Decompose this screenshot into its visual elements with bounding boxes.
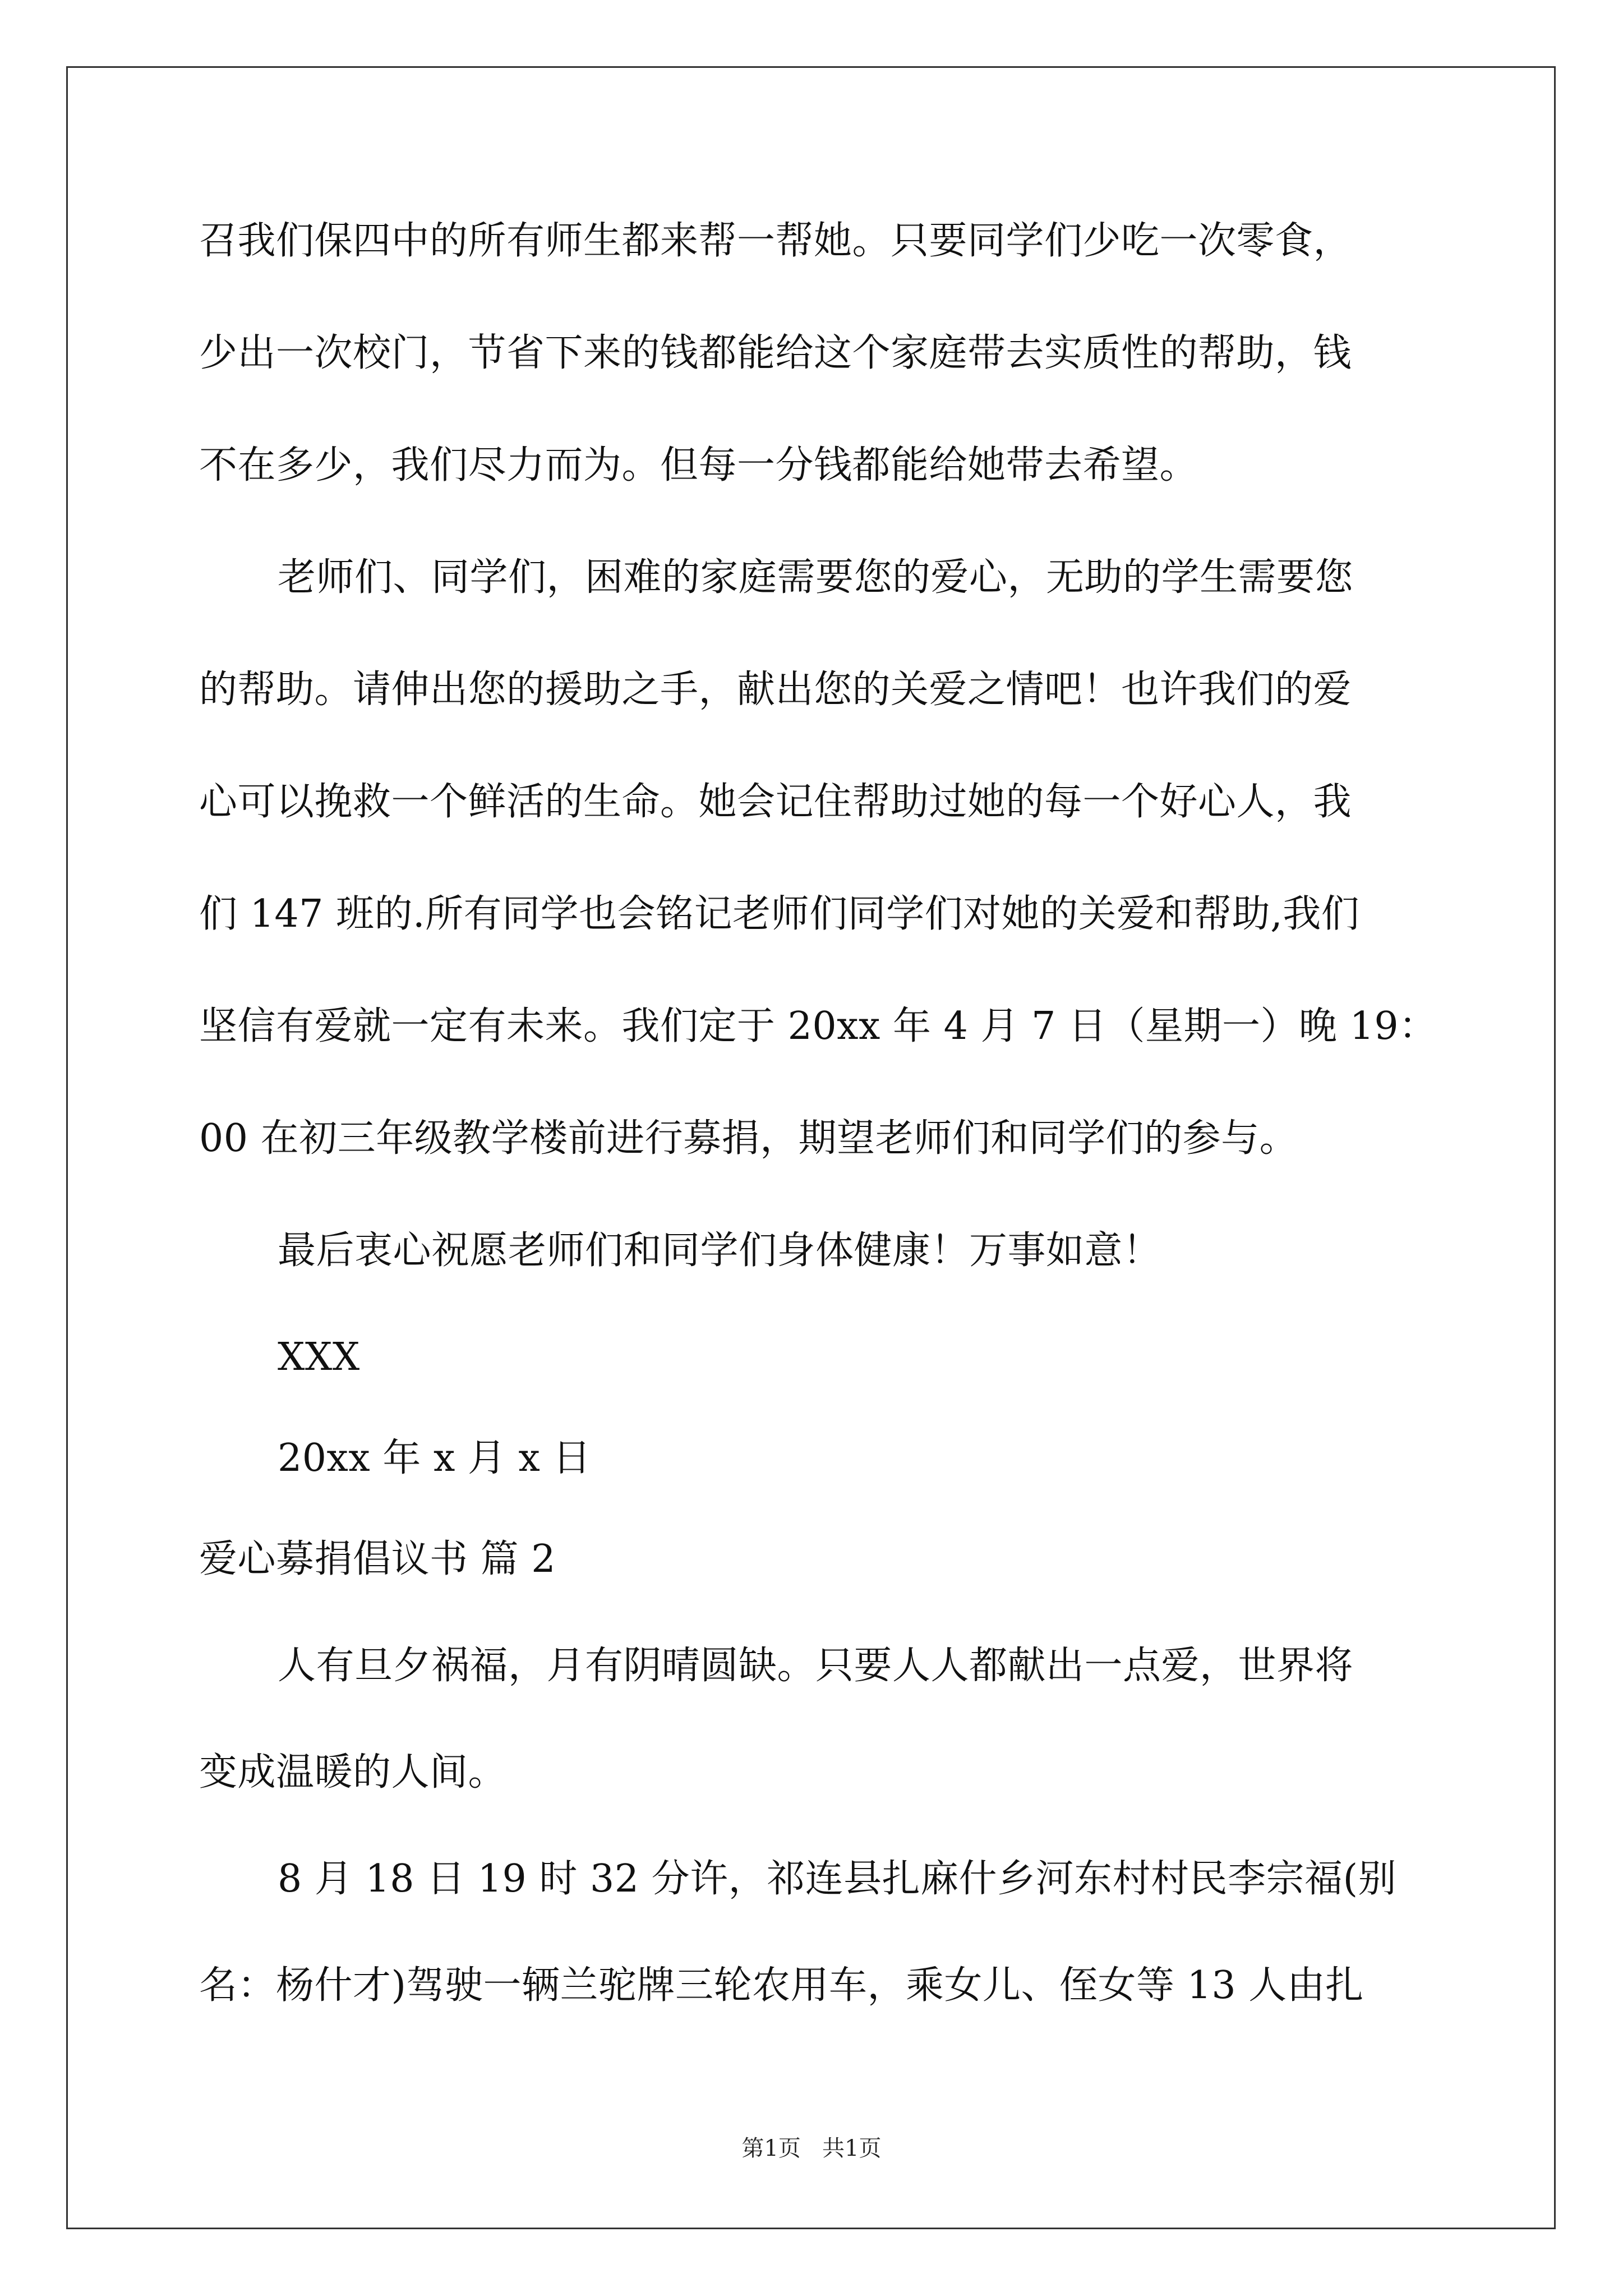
signature: XXX <box>278 1335 360 1379</box>
paragraph-line: 心可以挽救一个鲜活的生命。她会记住帮助过她的每一个好心人，我 <box>199 780 1352 824</box>
paragraph-line: 老师们、同学们，困难的家庭需要您的爱心，无助的学生需要您 <box>278 555 1354 600</box>
closing-wish: 最后衷心祝愿老师们和同学们身体健康！万事如意！ <box>278 1228 1161 1273</box>
page-footer: 第1页 共1页 <box>741 2136 882 2161</box>
paragraph-line: 坚信有爱就一定有未来。我们定于 20xx 年 4 月 7 日（星期一）晚 19： <box>199 1004 1437 1048</box>
section-heading: 爱心募捐倡议书 篇 2 <box>199 1537 556 1581</box>
paragraph-line: 召我们保四中的所有师生都来帮一帮她。只要同学们少吃一次零食， <box>199 219 1352 263</box>
paragraph-line: 人有旦夕祸福，月有阴晴圆缺。只要人人都献出一点爱，世界将 <box>278 1644 1354 1688</box>
paragraph-line: 少出一次校门，节省下来的钱都能给这个家庭带去实质性的帮助，钱 <box>199 331 1352 375</box>
date-line: 20xx 年 x 月 x 日 <box>278 1436 592 1480</box>
paragraph-line: 00 在初三年级教学楼前进行募捐，期望老师们和同学们的参与。 <box>199 1116 1298 1161</box>
paragraph-line: 名：杨什才)驾驶一辆兰驼牌三轮农用车，乘女儿、侄女等 13 人由扎 <box>199 1963 1364 2008</box>
paragraph-line: 不在多少，我们尽力而为。但每一分钱都能给她带去希望。 <box>199 443 1198 487</box>
paragraph-line: 的帮助。请伸出您的援助之手，献出您的关爱之情吧！也许我们的爱 <box>199 668 1352 712</box>
paragraph-line: 8 月 18 日 19 时 32 分许，祁连县扎麻什乡河东村村民李宗福(别 <box>278 1857 1397 1901</box>
paragraph-line: 变成温暖的人间。 <box>199 1750 507 1795</box>
paragraph-line: 们 147 班的.所有同学也会铭记老师们同学们对她的关爱和帮助,我们 <box>199 892 1360 936</box>
